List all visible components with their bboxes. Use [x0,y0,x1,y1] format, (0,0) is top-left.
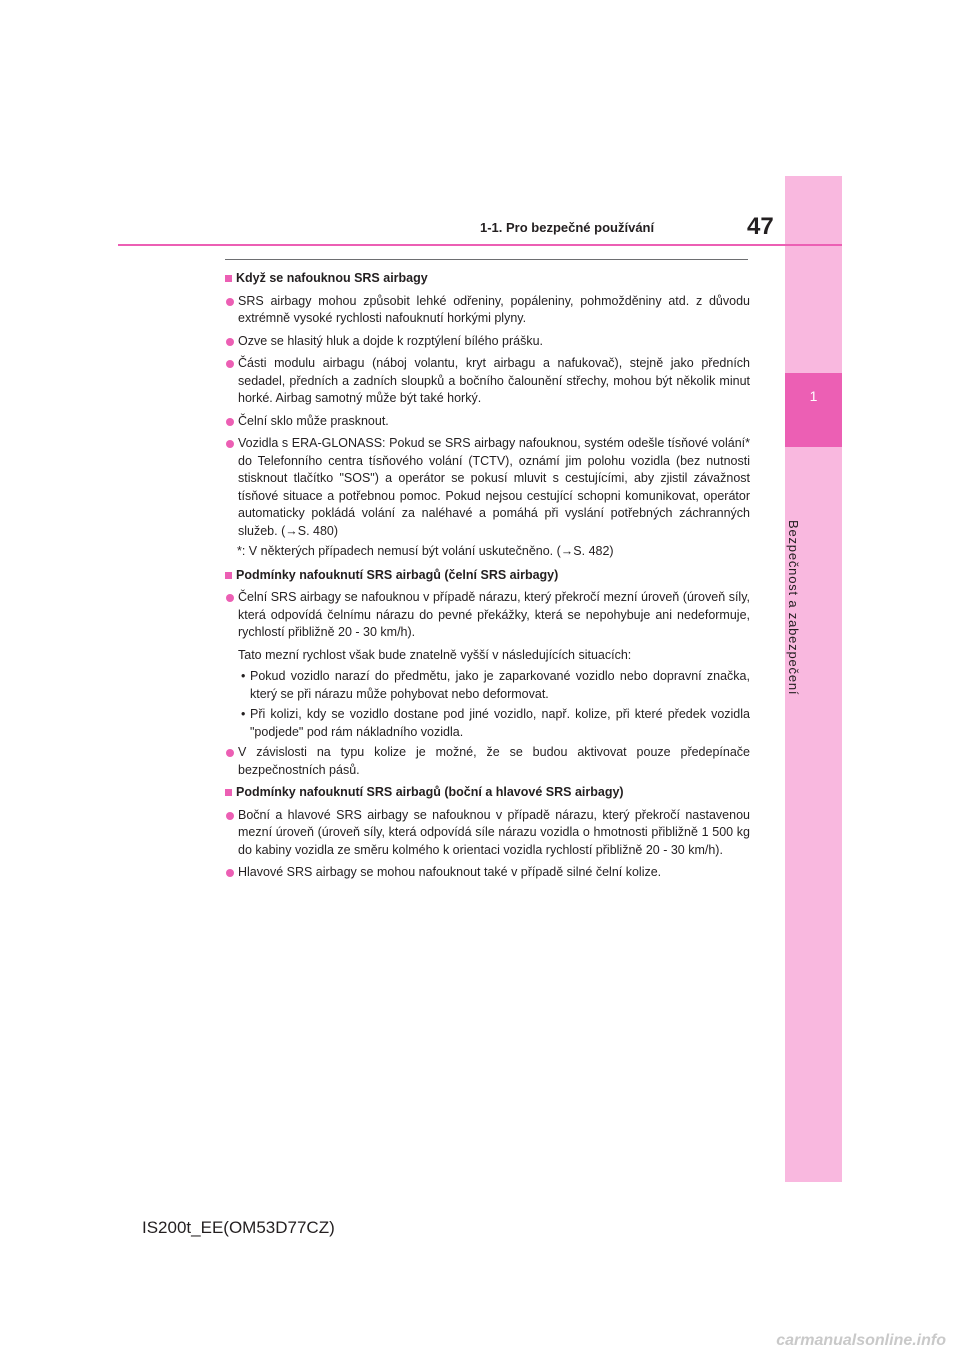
watermark[interactable]: carmanualsonline.info [776,1332,946,1349]
chapter-label: Bezpečnost a zabezpečení [786,520,801,696]
paragraph: Tato mezní rychlost však bude znatelně vyšší v následujících situacích: [238,647,632,662]
page-content [225,270,750,887]
chapter-number: 1 [809,388,818,404]
content-top-rule [225,259,748,260]
page-number: 47 [747,213,774,240]
section-title: 1-1. Pro bezpečné používání [480,220,655,235]
list-item: SRS airbagy mohou způsobit lehké odřeniny, popáleniny, pohmožděniny atd. z důvodu extrémně vysoké rychlosti nafouknutí horkými plyny. [225,293,750,328]
document-code: IS200t_EE(OM53D77CZ) [142,1218,335,1237]
header-rule [118,244,842,246]
section-heading: Podmínky nafouknutí SRS airbagů (čelní SRS airbagy) [225,567,750,585]
list-item: Vozidla s ERA-GLONASS: Pokud se SRS airbagy nafouknou, systém odešle tísňové volání* do Telefonního centra tísňového volání (TCTV), oznámí jim polohu vozidla (bez nutnosti stisknout tlačítko "SOS") a operátor se pokusí mluvit s cestujícími, aby zjistil závažnost tísňové situace a potřebnou pomoc. Pokud nejsou cestující schopni komunikovat, operátor automaticky pokládá volání za naléhavé a pomáhá při vyslání potřebných záchranných služeb. (→S. 480) [225,435,750,540]
chapter-number-tab [785,373,842,447]
sub-list-item: • Při kolizi, kdy se vozidlo dostane pod jiné vozidlo, např. kolize, při které předek vozidla "podjede" pod rám nákladního vozidla. [225,706,750,741]
section-heading: Podmínky nafouknutí SRS airbagů (boční a hlavové SRS airbagy) [225,784,750,802]
section-heading: Když se nafouknou SRS airbagy [225,270,750,288]
sub-list-item: • Pokud vozidlo narazí do předmětu, jako je zaparkované vozidlo nebo dopravní značka, který se při nárazu může pohybovat nebo deformovat. [225,668,750,703]
list-item: Čelní sklo může prasknout. [225,413,750,431]
list-item: Ozve se hlasitý hluk a dojde k rozptýlení bílého prášku. [225,333,750,351]
list-item: V závislosti na typu kolize je možné, že se budou aktivovat pouze předepínače bezpečnostních pásů. [225,744,750,779]
list-item: Boční a hlavové SRS airbagy se nafouknou v případě nárazu, který překročí nastavenou mezní úroveň (úroveň síly, která odpovídá síle nárazu vozidla o hmotnosti přibližně 1 500 kg do kabiny vozidla ze směru kolmého k orientaci vozidla rychlostí přibližně 20 - 30 km/h). [225,807,750,860]
list-item: Hlavové SRS airbagy se mohou nafouknout také v případě silné čelní kolize. [225,864,750,882]
footnote: *: V některých případech nemusí být volání uskutečněno. (→S. 482) [237,544,614,558]
list-item: Čelní SRS airbagy se nafouknou v případě nárazu, který překročí mezní úroveň (úroveň síly, která odpovídá čelnímu nárazu do pevné překážky, která se nepohybuje ani nedeformuje, rychlostí přibližně 20 - 30 km/h). [225,589,750,642]
list-item: Části modulu airbagu (náboj volantu, kryt airbagu a nafukovač), stejně jako předních sedadel, předních a zadních sloupků a bočního čalounění střechy, mohou být několik minut horké. Airbag samotný může být také horký. [225,355,750,408]
